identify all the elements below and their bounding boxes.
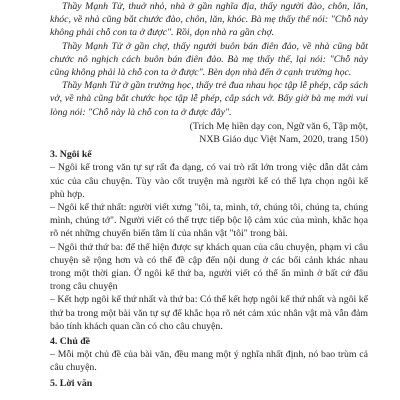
section-3-heading: 3. Ngôi kể (50, 149, 92, 161)
section-3-bullet-3: – Ngôi thứ thứ ba: để thể hiện được sự khách quan của câu chuyện, phạm vi câu chuyện sẽ rộng hơn và có thể đề cập đến nội dung ở các bối cảnh khác nhau trong một thời gian. Ở ngôi kể thứ ba, người viết có thể ẩn mình ở bất cứ đâu trong câu chuyện (50, 241, 368, 293)
section-4-bullet-1: – Mỗi một chủ đề của bài văn, đều mang một ý nghĩa nhất định, nó bao trùm cả câu chuyện. (50, 349, 368, 374)
section-3-bullet-4: – Kết hợp ngôi kể thứ nhất và thứ ba: Có thể kết hợp ngôi kể thứ nhất và ngôi kể thứ ba trong một bài văn tự sự để khắc họa rõ nét cảm xúc nhân vật mà vẫn đảm bảo tính khách quan cần có cho câu chuyện. (50, 294, 368, 332)
section-5-heading: 5. Lời văn (50, 377, 93, 389)
section-3-bullet-1: – Ngôi kể trong văn tự sự rất đa dạng, có vai trò rất lớn trong việc dẫn dắt cảm xúc của câu chuyện. Tùy vào cốt truyện mà người kể có thể lựa chọn ngôi kể phù hợp. (50, 162, 368, 200)
story-paragraph-3: Thầy Mạnh Tử ở gần trường học, thấy trẻ đua nhau học tập lễ phép, cắp sách vở, về nhà cũng bắt chước học tập lễ phép, cắp sách vở. Bấy giờ bà mẹ mới vui lòng nói: "Chỗ này là chỗ con ta ở được đây". (50, 80, 368, 118)
source-citation (50, 120, 368, 146)
story-paragraph-2: Thầy Mạnh Tử ở gần chợ, thấy người buôn bán điên đảo, về nhà cũng bắt chước nô nghịch cách buôn bán điên đảo. Bà mẹ thấy thế, lại nói: "Chỗ này cũng không phải là chỗ con ta ở được". Bèn dọn nhà đến ở cạnh trường học. (50, 40, 368, 79)
section-4-heading: 4. Chủ đề (50, 336, 91, 348)
story-paragraph-1: Thầy Mạnh Tử, thuở nhỏ, nhà ở gần nghĩa địa, thấy người đào, chôn, lăn, khóc, về nhà cũng bắt chước đào, chôn, lăn, khóc. Bà mẹ thấy thế nói: "Chỗ này không phải chỗ con ta ở được". Rồi, dọn nhà ra gần chợ. (50, 1, 368, 39)
source-line-2: NXB Giáo dục Việt Nam, 2020, trang 150) (199, 134, 368, 146)
section-3-bullet-2: – Ngôi kể thứ nhất: người viết xưng "tôi, ta, mình, tớ, chúng tôi, chúng ta, chúng mình, chúng tớ". Người viết có thể trực tiếp bộc lộ cảm xúc của mình, khắc họa rõ nét những chuyển biến tâm lí của nhân vật "tôi" trong bài. (50, 202, 368, 240)
source-line-1: (Trích Mẹ hiền dạy con, Ngữ văn 6, Tập một, (189, 120, 368, 132)
document-page (50, 0, 368, 390)
